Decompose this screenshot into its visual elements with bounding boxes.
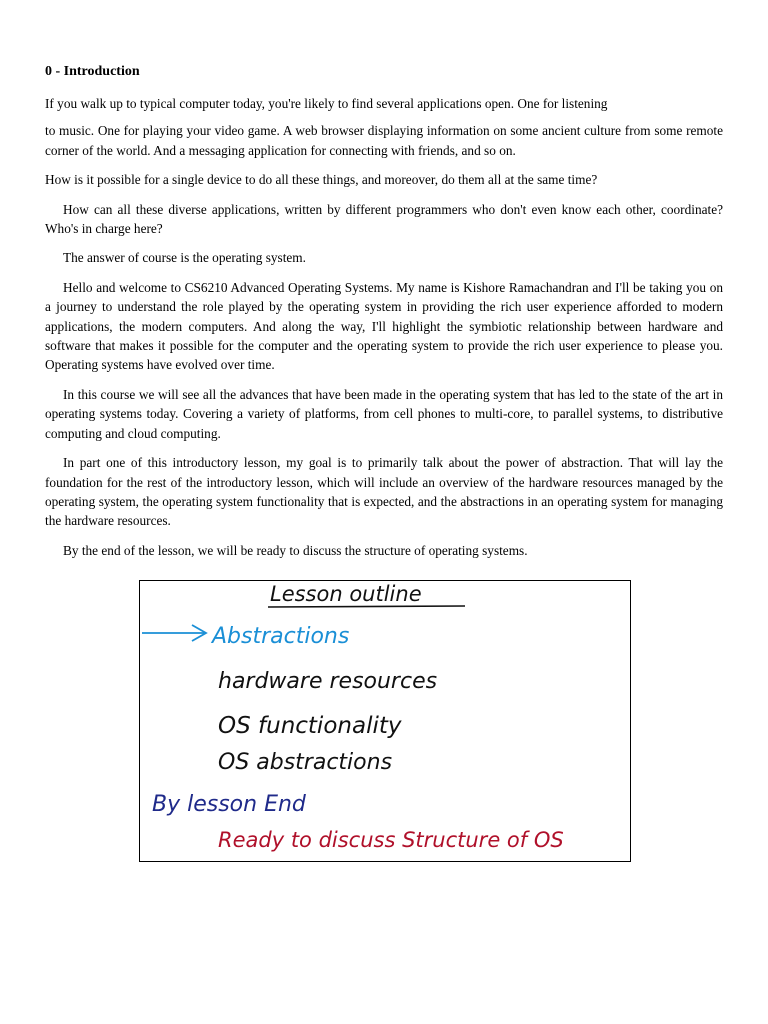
paragraph-2: to music. One for playing your video game. A web browser displaying information on some ancient culture from some remote corner of the world. And a messaging application for connecting with friends, and so on. (45, 123, 723, 158)
paragraph-8: In part one of this introductory lesson, my goal is to primarily talk about the power of abstraction. That will lay the foundation for the rest of the introductory lesson, which will include an overview of the hardware resources managed by the operating system, the operating system functionality that is expected, and the abstractions in an operating system for managing the hardware resources. (45, 455, 723, 529)
outline-item-os-abstractions: OS abstractions (218, 750, 393, 775)
outline-item-ready-to-discuss: Ready to discuss Structure of OS (218, 828, 564, 852)
paragraph-5: The answer of course is the operating system. (63, 250, 306, 266)
paragraph-7: In this course we will see all the advances that have been made in the operating system that has led to the state of the art in operating systems today. Covering a variety of platforms, from cell phones to multi-core, to parallel systems, to distributive computing and cloud computing. (45, 386, 723, 441)
outline-item-os-functionality: OS functionality (218, 713, 402, 739)
paragraph-3: How is it possible for a single device to do all these things, and moreover, do them all at the same time? (45, 172, 598, 188)
paragraph-4: How can all these diverse applications, written by different programmers who don't even know each other, coordinate? Who's in charge here? (45, 201, 723, 237)
paragraph-1: If you walk up to typical computer today, you're likely to find several applications open. One for listening (45, 96, 608, 111)
paragraph-9: By the end of the lesson, we will be ready to discuss the structure of operating systems. (63, 542, 528, 558)
outline-title-underline (268, 606, 465, 607)
section-heading: 0 - Introduction (45, 64, 140, 79)
outline-item-by-lesson-end: By lesson End (152, 792, 306, 817)
lesson-outline-figure (139, 580, 631, 862)
outline-title: Lesson outline (270, 582, 422, 606)
arrow-icon (142, 625, 206, 641)
paragraph-6: Hello and welcome to CS6210 Advanced Operating Systems. My name is Kishore Ramachandran and I'll be taking you on a journey to understand the role played by the operating system in providing the rich user experience afforded to modern applications, the modern computers. And along the way, I'll highlight the symbiotic relationship between hardware and software that makes it possible for the computer and the operating system to provide the rich user experience to please you. Operating systems have evolved over time. (45, 279, 723, 373)
lesson-outline-sketch (140, 581, 630, 861)
document-page (45, 60, 723, 570)
outline-item-abstractions: Abstractions (212, 624, 350, 649)
outline-item-hardware-resources: hardware resources (218, 669, 438, 694)
